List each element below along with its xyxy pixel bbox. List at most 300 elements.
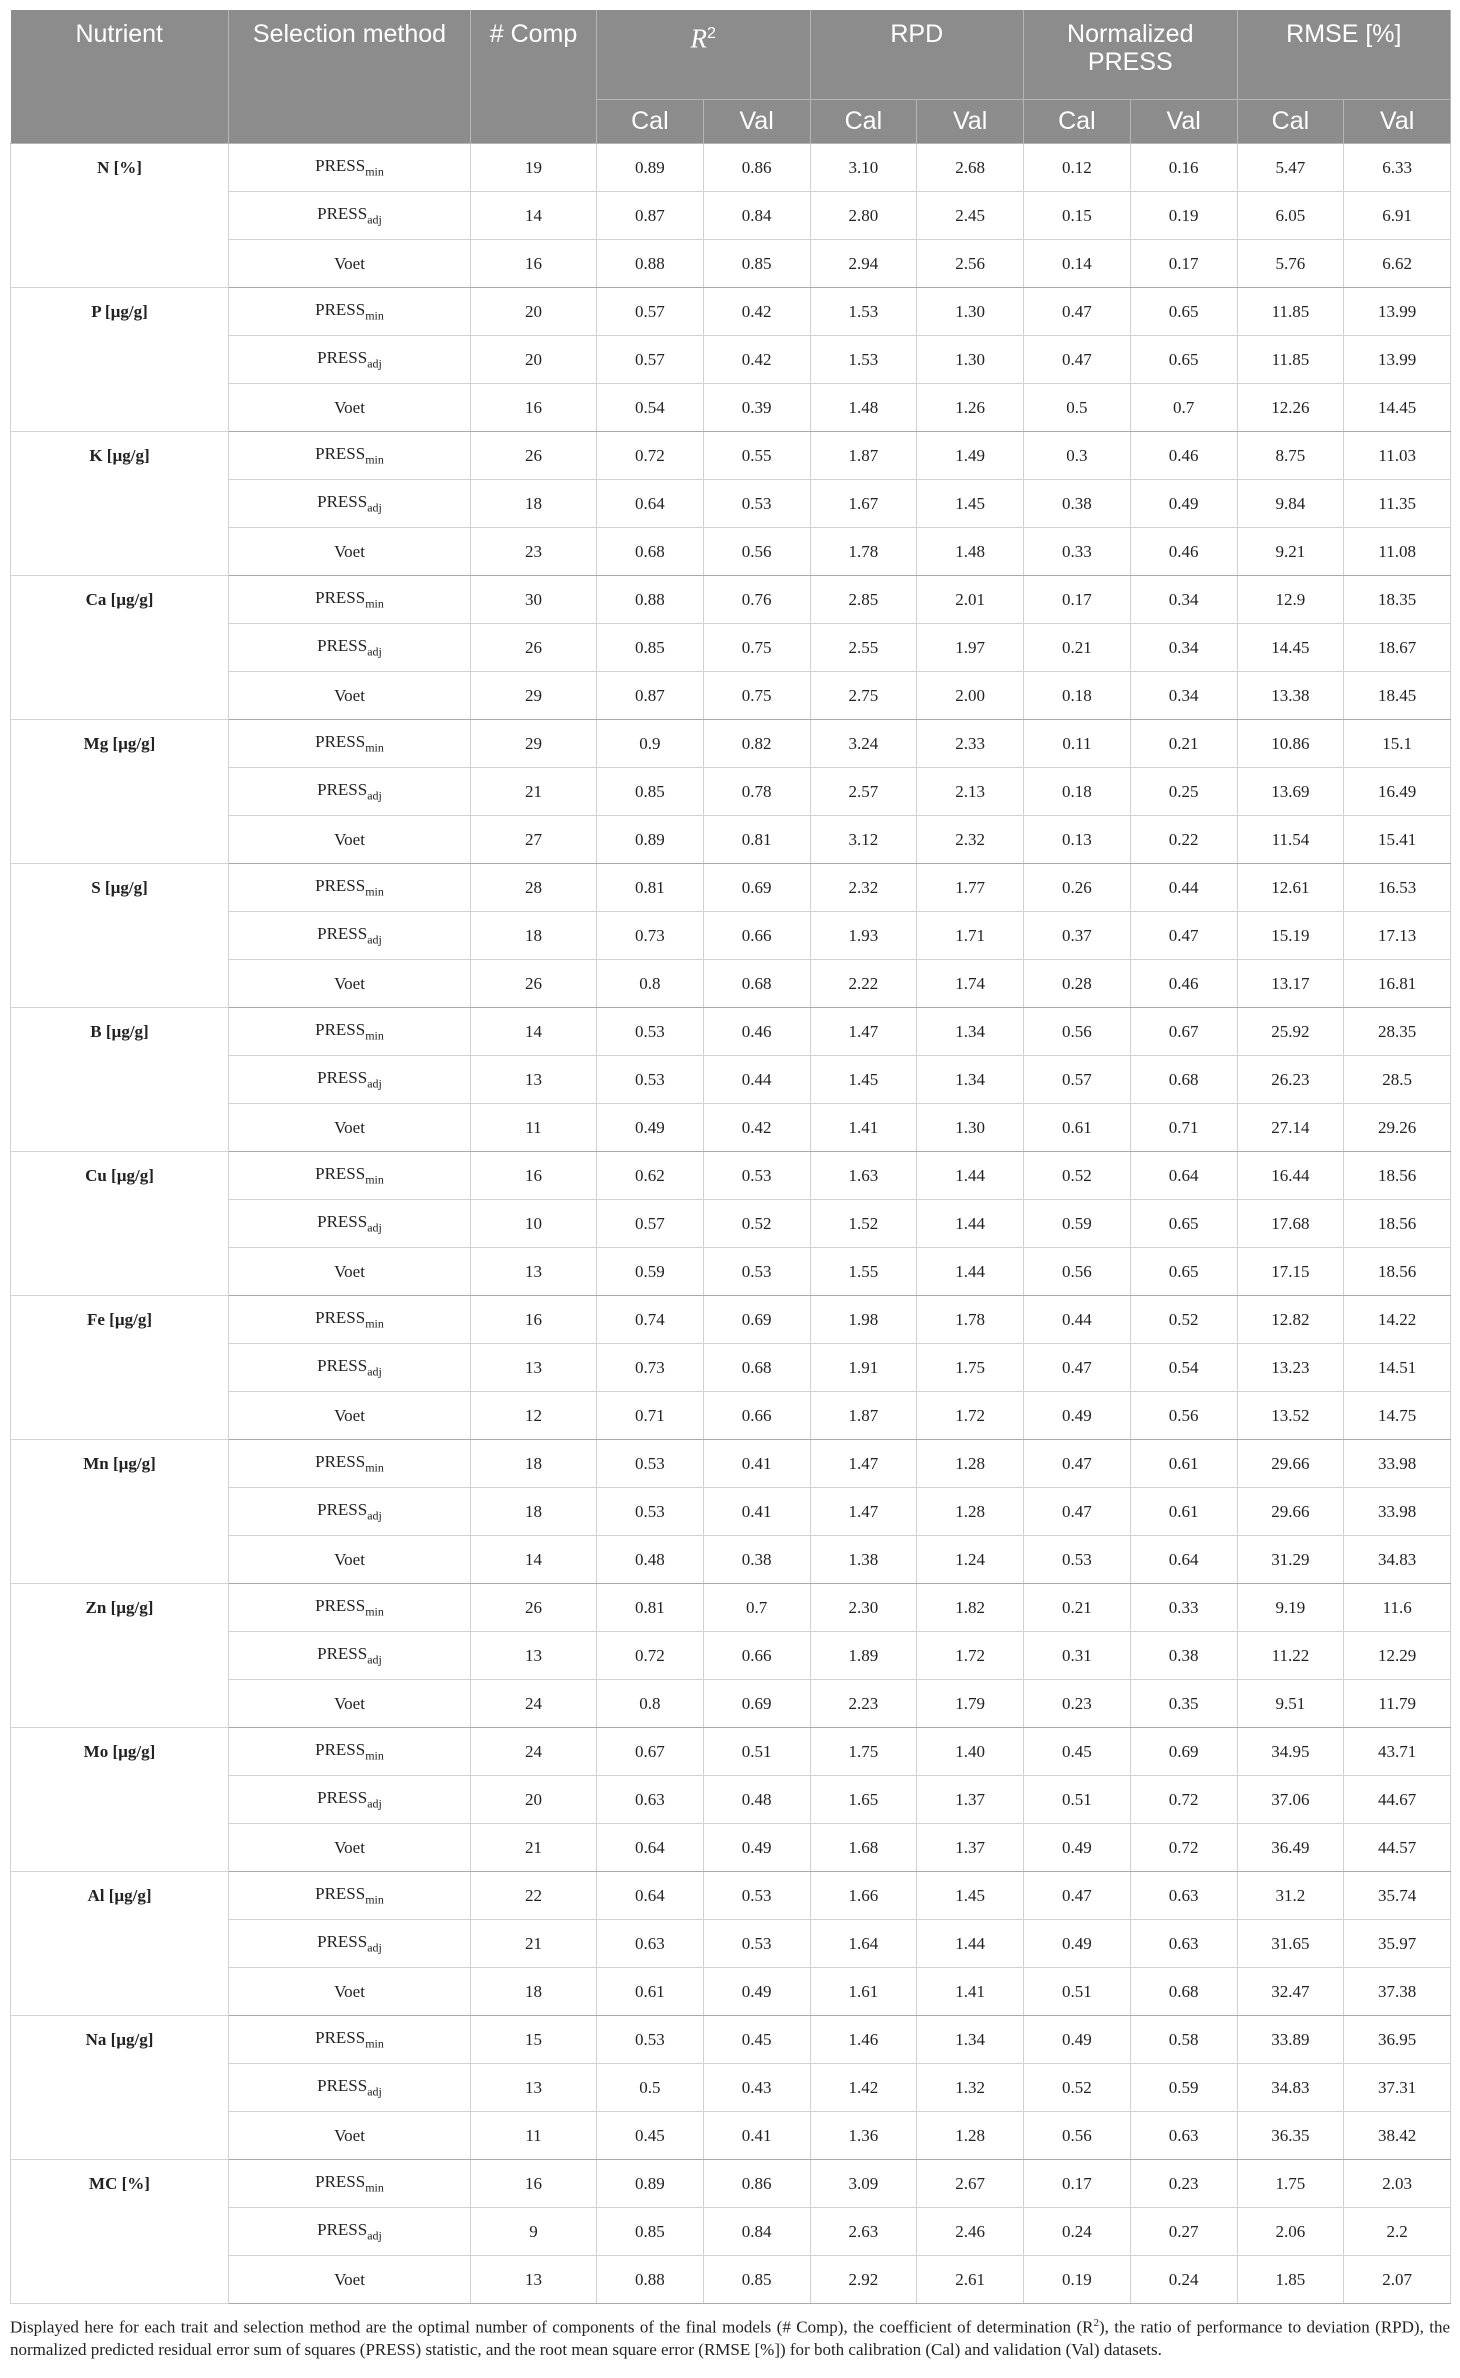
cell-r2-cal: 0.8: [597, 1680, 704, 1728]
method-subscript: adj: [367, 1508, 382, 1523]
cell-rmse-cal: 29.66: [1237, 1488, 1344, 1536]
cell-r2-cal: 0.72: [597, 432, 704, 480]
cell-press-cal: 0.38: [1024, 480, 1131, 528]
cell-r2-val: 0.49: [703, 1968, 810, 2016]
cell-r2-val: 0.41: [703, 2112, 810, 2160]
cell-rmse-cal: 13.23: [1237, 1344, 1344, 1392]
table-row: [11, 2016, 1451, 2064]
cell-rpd-cal: 2.55: [810, 624, 917, 672]
method-base: Voet: [334, 1261, 365, 1281]
header-press-cal: Cal: [1024, 100, 1131, 144]
table-footnote: [10, 2312, 1450, 2361]
table-row: [11, 576, 1451, 624]
cell-press-val: 0.68: [1130, 1968, 1237, 2016]
cell-press-cal: 0.3: [1024, 432, 1131, 480]
nutrient-cell: Mo [µg/g]: [11, 1728, 229, 1872]
method-subscript: min: [365, 2036, 384, 2051]
method-subscript: min: [365, 308, 384, 323]
cell-rmse-cal: 25.92: [1237, 1008, 1344, 1056]
cell-rpd-val: 1.71: [917, 912, 1024, 960]
cell-r2-cal: 0.67: [597, 1728, 704, 1776]
cell-press-cal: 0.51: [1024, 1968, 1131, 2016]
cell-press-cal: 0.47: [1024, 336, 1131, 384]
method-cell: [229, 2016, 471, 2064]
cell-rmse-val: 2.07: [1344, 2256, 1451, 2304]
cell-rmse-val: 44.67: [1344, 1776, 1451, 1824]
method-base: Voet: [334, 2269, 365, 2289]
cell-r2-val: 0.51: [703, 1728, 810, 1776]
cell-rpd-val: 1.45: [917, 1872, 1024, 1920]
method-cell: [229, 1392, 471, 1440]
method-base: PRESS: [317, 491, 368, 511]
method-subscript: adj: [367, 1652, 382, 1667]
cell-press-cal: 0.47: [1024, 1488, 1131, 1536]
cell-rmse-val: 17.13: [1344, 912, 1451, 960]
cell-rmse-val: 18.35: [1344, 576, 1451, 624]
cell-rpd-val: 1.40: [917, 1728, 1024, 1776]
cell-r2-val: 0.81: [703, 816, 810, 864]
cell-r2-val: 0.53: [703, 1920, 810, 1968]
cell-comp: 26: [471, 432, 597, 480]
cell-r2-val: 0.86: [703, 144, 810, 192]
table-row: [11, 720, 1451, 768]
cell-rmse-cal: 32.47: [1237, 1968, 1344, 2016]
cell-rpd-cal: 2.57: [810, 768, 917, 816]
cell-press-cal: 0.53: [1024, 1536, 1131, 1584]
cell-press-val: 0.38: [1130, 1632, 1237, 1680]
cell-rpd-cal: 2.80: [810, 192, 917, 240]
cell-press-cal: 0.61: [1024, 1104, 1131, 1152]
cell-rpd-val: 1.44: [917, 1200, 1024, 1248]
cell-rmse-val: 36.95: [1344, 2016, 1451, 2064]
method-cell: [229, 2064, 471, 2112]
cell-rpd-val: 1.32: [917, 2064, 1024, 2112]
cell-press-val: 0.54: [1130, 1344, 1237, 1392]
cell-r2-val: 0.41: [703, 1440, 810, 1488]
cell-r2-val: 0.53: [703, 1152, 810, 1200]
method-base: Voet: [334, 973, 365, 993]
cell-press-cal: 0.47: [1024, 1440, 1131, 1488]
cell-press-cal: 0.15: [1024, 192, 1131, 240]
table-row: [11, 144, 1451, 192]
cell-press-val: 0.46: [1130, 432, 1237, 480]
cell-rmse-val: 18.56: [1344, 1248, 1451, 1296]
method-subscript: min: [365, 1748, 384, 1763]
cell-rpd-cal: 2.32: [810, 864, 917, 912]
cell-r2-cal: 0.62: [597, 1152, 704, 1200]
method-base: PRESS: [315, 2027, 366, 2047]
cell-press-val: 0.56: [1130, 1392, 1237, 1440]
cell-rpd-val: 2.01: [917, 576, 1024, 624]
method-cell: [229, 480, 471, 528]
cell-rmse-val: 33.98: [1344, 1488, 1451, 1536]
cell-press-val: 0.23: [1130, 2160, 1237, 2208]
nutrient-cell: S [µg/g]: [11, 864, 229, 1008]
method-subscript: adj: [367, 788, 382, 803]
cell-rpd-cal: 1.98: [810, 1296, 917, 1344]
cell-press-cal: 0.14: [1024, 240, 1131, 288]
cell-press-cal: 0.47: [1024, 1344, 1131, 1392]
cell-rpd-val: 1.78: [917, 1296, 1024, 1344]
cell-rmse-cal: 31.2: [1237, 1872, 1344, 1920]
cell-press-cal: 0.21: [1024, 624, 1131, 672]
cell-rmse-val: 35.74: [1344, 1872, 1451, 1920]
cell-press-val: 0.65: [1130, 336, 1237, 384]
method-base: PRESS: [317, 1211, 368, 1231]
cell-r2-val: 0.53: [703, 1872, 810, 1920]
cell-press-val: 0.52: [1130, 1296, 1237, 1344]
cell-rpd-cal: 2.92: [810, 2256, 917, 2304]
table-row: [11, 1296, 1451, 1344]
cell-rmse-cal: 36.49: [1237, 1824, 1344, 1872]
cell-rmse-val: 14.75: [1344, 1392, 1451, 1440]
cell-press-cal: 0.31: [1024, 1632, 1131, 1680]
cell-rpd-cal: 2.75: [810, 672, 917, 720]
cell-rmse-val: 15.41: [1344, 816, 1451, 864]
cell-r2-cal: 0.81: [597, 1584, 704, 1632]
cell-rmse-val: 6.91: [1344, 192, 1451, 240]
cell-press-val: 0.34: [1130, 624, 1237, 672]
cell-rpd-cal: 1.87: [810, 432, 917, 480]
cell-r2-cal: 0.61: [597, 1968, 704, 2016]
cell-r2-cal: 0.64: [597, 480, 704, 528]
cell-press-cal: 0.56: [1024, 2112, 1131, 2160]
cell-press-val: 0.21: [1130, 720, 1237, 768]
cell-comp: 11: [471, 2112, 597, 2160]
cell-press-cal: 0.24: [1024, 2208, 1131, 2256]
cell-press-val: 0.34: [1130, 576, 1237, 624]
cell-r2-cal: 0.68: [597, 528, 704, 576]
nutrient-cell: N [%]: [11, 144, 229, 288]
table-header: [11, 10, 1451, 144]
cell-r2-cal: 0.88: [597, 240, 704, 288]
cell-comp: 28: [471, 864, 597, 912]
cell-r2-val: 0.66: [703, 912, 810, 960]
method-cell: [229, 720, 471, 768]
cell-rmse-cal: 12.9: [1237, 576, 1344, 624]
cell-rpd-cal: 1.47: [810, 1008, 917, 1056]
method-cell: [229, 528, 471, 576]
method-cell: [229, 1824, 471, 1872]
cell-rpd-val: 1.49: [917, 432, 1024, 480]
method-cell: [229, 672, 471, 720]
cell-r2-cal: 0.74: [597, 1296, 704, 1344]
cell-press-cal: 0.17: [1024, 576, 1131, 624]
cell-r2-val: 0.42: [703, 336, 810, 384]
cell-rmse-val: 6.33: [1344, 144, 1451, 192]
cell-r2-cal: 0.53: [597, 1008, 704, 1056]
cell-rpd-cal: 1.53: [810, 288, 917, 336]
cell-rpd-cal: 1.64: [810, 1920, 917, 1968]
cell-rmse-val: 44.57: [1344, 1824, 1451, 1872]
cell-comp: 14: [471, 1008, 597, 1056]
cell-press-val: 0.72: [1130, 1776, 1237, 1824]
header-r2-sup: 2: [707, 25, 716, 42]
cell-press-cal: 0.18: [1024, 672, 1131, 720]
cell-rmse-cal: 5.76: [1237, 240, 1344, 288]
cell-rpd-val: 2.61: [917, 2256, 1024, 2304]
cell-r2-val: 0.56: [703, 528, 810, 576]
cell-press-val: 0.27: [1130, 2208, 1237, 2256]
cell-rpd-cal: 2.23: [810, 1680, 917, 1728]
cell-rpd-cal: 1.47: [810, 1488, 917, 1536]
method-cell: [229, 432, 471, 480]
method-cell: [229, 2256, 471, 2304]
cell-press-cal: 0.51: [1024, 1776, 1131, 1824]
cell-rpd-cal: 1.48: [810, 384, 917, 432]
method-subscript: min: [365, 740, 384, 755]
cell-r2-val: 0.45: [703, 2016, 810, 2064]
cell-press-cal: 0.49: [1024, 1920, 1131, 1968]
cell-rmse-val: 15.1: [1344, 720, 1451, 768]
method-cell: [229, 1248, 471, 1296]
cell-rpd-val: 1.30: [917, 336, 1024, 384]
header-rpd-val: Val: [917, 100, 1024, 144]
cell-press-cal: 0.26: [1024, 864, 1131, 912]
cell-rmse-val: 28.35: [1344, 1008, 1451, 1056]
method-cell: [229, 576, 471, 624]
method-cell: [229, 1344, 471, 1392]
method-base: PRESS: [315, 2171, 366, 2191]
table-row: [11, 1728, 1451, 1776]
cell-comp: 18: [471, 912, 597, 960]
method-subscript: min: [365, 1028, 384, 1043]
cell-comp: 19: [471, 144, 597, 192]
cell-rpd-val: 1.44: [917, 1248, 1024, 1296]
cell-r2-cal: 0.73: [597, 1344, 704, 1392]
cell-comp: 14: [471, 1536, 597, 1584]
cell-r2-cal: 0.57: [597, 288, 704, 336]
cell-rmse-val: 14.45: [1344, 384, 1451, 432]
method-base: PRESS: [317, 635, 368, 655]
cell-rmse-cal: 26.23: [1237, 1056, 1344, 1104]
method-base: PRESS: [317, 1355, 368, 1375]
cell-comp: 21: [471, 1920, 597, 1968]
cell-press-val: 0.25: [1130, 768, 1237, 816]
cell-press-cal: 0.59: [1024, 1200, 1131, 1248]
cell-press-val: 0.72: [1130, 1824, 1237, 1872]
cell-rpd-val: 1.37: [917, 1824, 1024, 1872]
method-base: PRESS: [315, 1883, 366, 1903]
cell-comp: 26: [471, 960, 597, 1008]
cell-rpd-cal: 1.89: [810, 1632, 917, 1680]
method-subscript: min: [365, 164, 384, 179]
method-subscript: min: [365, 1316, 384, 1331]
cell-r2-val: 0.38: [703, 1536, 810, 1584]
cell-comp: 13: [471, 2256, 597, 2304]
method-cell: [229, 1728, 471, 1776]
method-cell: [229, 1488, 471, 1536]
cell-comp: 10: [471, 1200, 597, 1248]
method-subscript: min: [365, 1460, 384, 1475]
cell-r2-cal: 0.88: [597, 576, 704, 624]
cell-comp: 20: [471, 336, 597, 384]
cell-press-val: 0.44: [1130, 864, 1237, 912]
cell-comp: 29: [471, 720, 597, 768]
cell-rpd-cal: 1.65: [810, 1776, 917, 1824]
cell-r2-val: 0.69: [703, 864, 810, 912]
results-table: [10, 10, 1451, 2304]
cell-rpd-cal: 2.94: [810, 240, 917, 288]
cell-press-cal: 0.21: [1024, 1584, 1131, 1632]
cell-r2-cal: 0.53: [597, 1056, 704, 1104]
method-base: PRESS: [315, 1019, 366, 1039]
cell-r2-val: 0.66: [703, 1632, 810, 1680]
cell-press-val: 0.61: [1130, 1440, 1237, 1488]
cell-comp: 21: [471, 1824, 597, 1872]
cell-rpd-val: 1.28: [917, 1488, 1024, 1536]
cell-r2-val: 0.44: [703, 1056, 810, 1104]
method-base: PRESS: [315, 587, 366, 607]
cell-comp: 24: [471, 1680, 597, 1728]
cell-comp: 30: [471, 576, 597, 624]
cell-r2-val: 0.84: [703, 2208, 810, 2256]
method-subscript: adj: [367, 356, 382, 371]
cell-r2-cal: 0.89: [597, 816, 704, 864]
cell-r2-cal: 0.85: [597, 768, 704, 816]
table-row: [11, 432, 1451, 480]
cell-press-cal: 0.45: [1024, 1728, 1131, 1776]
footnote-sup: 2: [1093, 2317, 1099, 2329]
cell-rmse-cal: 12.61: [1237, 864, 1344, 912]
cell-comp: 9: [471, 2208, 597, 2256]
method-cell: [229, 2208, 471, 2256]
nutrient-cell: MC [%]: [11, 2160, 229, 2304]
method-cell: [229, 1968, 471, 2016]
cell-r2-cal: 0.87: [597, 192, 704, 240]
cell-press-val: 0.46: [1130, 960, 1237, 1008]
cell-rpd-val: 1.44: [917, 1152, 1024, 1200]
method-cell: [229, 1776, 471, 1824]
cell-rpd-val: 1.72: [917, 1632, 1024, 1680]
cell-r2-val: 0.82: [703, 720, 810, 768]
cell-rpd-val: 1.48: [917, 528, 1024, 576]
cell-rpd-cal: 1.38: [810, 1536, 917, 1584]
method-subscript: adj: [367, 1076, 382, 1091]
header-rpd-cal: Cal: [810, 100, 917, 144]
cell-rpd-cal: 2.85: [810, 576, 917, 624]
method-base: Voet: [334, 1693, 365, 1713]
cell-comp: 29: [471, 672, 597, 720]
cell-press-cal: 0.12: [1024, 144, 1131, 192]
method-cell: [229, 1200, 471, 1248]
method-subscript: min: [365, 1172, 384, 1187]
cell-press-val: 0.17: [1130, 240, 1237, 288]
cell-r2-val: 0.41: [703, 1488, 810, 1536]
cell-rpd-val: 1.44: [917, 1920, 1024, 1968]
cell-r2-cal: 0.45: [597, 2112, 704, 2160]
cell-r2-val: 0.53: [703, 1248, 810, 1296]
method-base: PRESS: [317, 923, 368, 943]
cell-rmse-cal: 11.85: [1237, 336, 1344, 384]
cell-rpd-val: 2.33: [917, 720, 1024, 768]
cell-r2-val: 0.84: [703, 192, 810, 240]
cell-rpd-val: 1.74: [917, 960, 1024, 1008]
cell-press-cal: 0.44: [1024, 1296, 1131, 1344]
cell-press-val: 0.49: [1130, 480, 1237, 528]
cell-rmse-val: 11.79: [1344, 1680, 1451, 1728]
cell-comp: 21: [471, 768, 597, 816]
cell-r2-val: 0.48: [703, 1776, 810, 1824]
method-cell: [229, 144, 471, 192]
cell-rmse-val: 18.56: [1344, 1200, 1451, 1248]
method-base: PRESS: [317, 2075, 368, 2095]
header-r2-cal: Cal: [597, 100, 704, 144]
method-cell: [229, 1152, 471, 1200]
cell-rmse-val: 16.81: [1344, 960, 1451, 1008]
cell-rmse-val: 11.03: [1344, 432, 1451, 480]
cell-r2-cal: 0.63: [597, 1776, 704, 1824]
cell-rmse-cal: 10.86: [1237, 720, 1344, 768]
method-base: Voet: [334, 541, 365, 561]
cell-rpd-cal: 1.46: [810, 2016, 917, 2064]
cell-press-val: 0.65: [1130, 1248, 1237, 1296]
cell-r2-cal: 0.59: [597, 1248, 704, 1296]
table-row: [11, 1152, 1451, 1200]
cell-rmse-val: 11.08: [1344, 528, 1451, 576]
method-cell: [229, 1056, 471, 1104]
cell-r2-cal: 0.9: [597, 720, 704, 768]
cell-rpd-val: 2.00: [917, 672, 1024, 720]
cell-rpd-val: 2.68: [917, 144, 1024, 192]
method-subscript: adj: [367, 1796, 382, 1811]
cell-r2-val: 0.78: [703, 768, 810, 816]
cell-rmse-val: 33.98: [1344, 1440, 1451, 1488]
header-r2: [597, 10, 811, 100]
method-base: PRESS: [317, 1499, 368, 1519]
method-cell: [229, 1536, 471, 1584]
cell-r2-cal: 0.53: [597, 1488, 704, 1536]
cell-rmse-val: 38.42: [1344, 2112, 1451, 2160]
cell-rmse-val: 13.99: [1344, 336, 1451, 384]
cell-rmse-cal: 9.84: [1237, 480, 1344, 528]
cell-comp: 13: [471, 1248, 597, 1296]
cell-r2-cal: 0.63: [597, 1920, 704, 1968]
method-subscript: adj: [367, 500, 382, 515]
cell-r2-cal: 0.57: [597, 336, 704, 384]
method-cell: [229, 384, 471, 432]
cell-press-val: 0.65: [1130, 288, 1237, 336]
cell-press-cal: 0.52: [1024, 1152, 1131, 1200]
cell-rpd-cal: 1.45: [810, 1056, 917, 1104]
cell-r2-cal: 0.48: [597, 1536, 704, 1584]
method-cell: [229, 336, 471, 384]
method-base: PRESS: [317, 1931, 368, 1951]
cell-comp: 15: [471, 2016, 597, 2064]
footnote-part2: ), the ratio of performance to deviation (RPD), the normalized predicted residual error sum of squares (PRESS) statistic, and the root mean square error (RMSE [%]) for both calibration (Cal) and validation (Val) datasets.: [10, 2317, 1450, 2359]
cell-rpd-cal: 1.52: [810, 1200, 917, 1248]
cell-rpd-cal: 1.75: [810, 1728, 917, 1776]
cell-rmse-val: 11.35: [1344, 480, 1451, 528]
nutrient-cell: Al [µg/g]: [11, 1872, 229, 2016]
method-subscript: min: [365, 2180, 384, 2195]
method-subscript: min: [365, 596, 384, 611]
header-r2-base: R: [690, 23, 708, 54]
cell-comp: 18: [471, 1488, 597, 1536]
cell-comp: 16: [471, 1296, 597, 1344]
header-rmse-val: Val: [1344, 100, 1451, 144]
cell-r2-cal: 0.57: [597, 1200, 704, 1248]
cell-comp: 14: [471, 192, 597, 240]
nutrient-cell: Cu [µg/g]: [11, 1152, 229, 1296]
cell-rpd-cal: 3.09: [810, 2160, 917, 2208]
nutrient-cell: Na [µg/g]: [11, 2016, 229, 2160]
cell-rmse-cal: 2.06: [1237, 2208, 1344, 2256]
method-cell: [229, 1440, 471, 1488]
cell-rmse-val: 43.71: [1344, 1728, 1451, 1776]
cell-comp: 18: [471, 480, 597, 528]
cell-rmse-cal: 33.89: [1237, 2016, 1344, 2064]
